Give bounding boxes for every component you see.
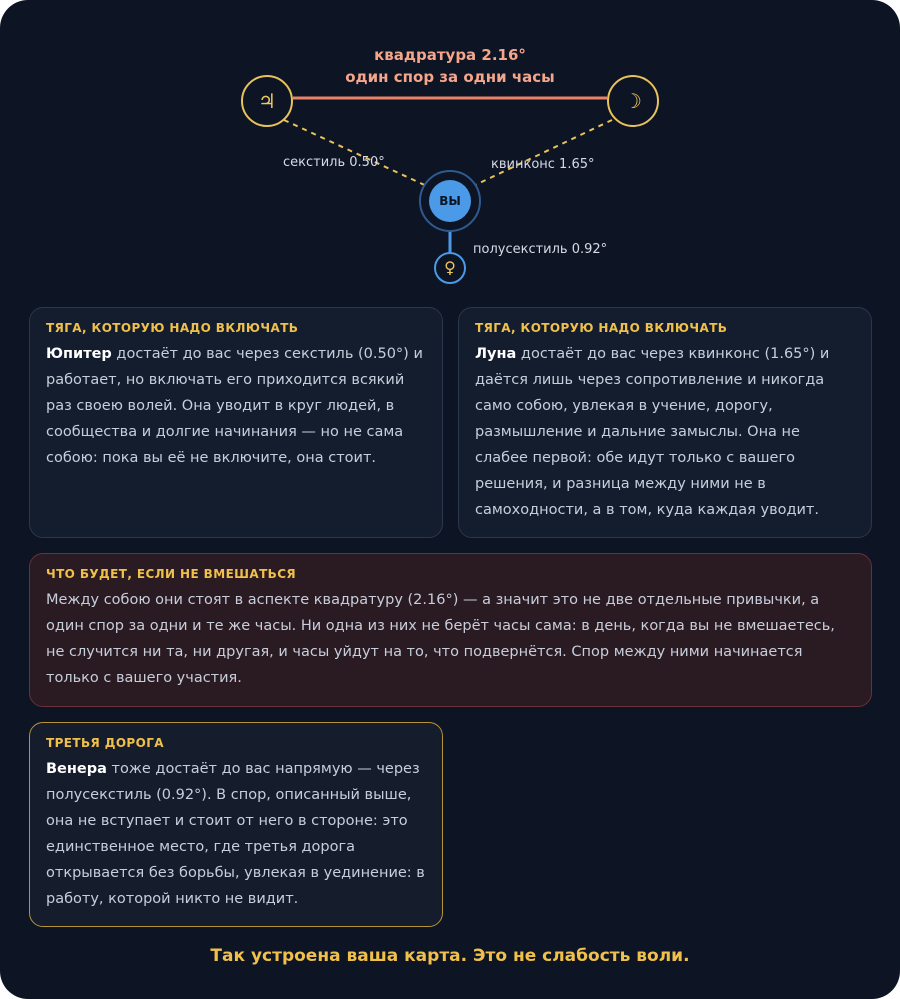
conflict-card-text: Между собою они стоят в аспекте квадратуру (2.16°) — а значит это не две отдельные привычки, а один спор за одни и те же часы. Ни одна из них не берёт часы сама: в день, когда вы не вмешаетесь, не случится ни та, ни другая, и часы уйдут на то, что подвернётся. Спор между ними начинается только с вашего участия. xyxy=(46,592,835,686)
moon-card-body xyxy=(475,341,855,523)
conflict-card-heading: ЧТО БУДЕТ, ЕСЛИ НЕ ВМЕШАТЬСЯ xyxy=(46,567,297,581)
you-label: ВЫ xyxy=(439,194,461,208)
venus-icon: ♀ xyxy=(444,258,456,277)
jupiter-card xyxy=(29,307,443,538)
moon-card-heading: ТЯГА, КОТОРУЮ НАДО ВКЛЮЧАТЬ xyxy=(475,321,728,335)
venus-card-body xyxy=(46,756,426,912)
moon-card-text: достаёт до вас через квинконс (1.65°) и даётся лишь через сопротивление и никогда само собою, увлекая в учение, дорогу, размышление и дальние замыслы. Она не слабее первой: обе идут только с вашего решения, и разница между ними не в самоходности, а в том, куда каждая уводит. xyxy=(475,346,830,518)
venus-card-heading: ТРЕТЬЯ ДОРОГА xyxy=(46,736,164,750)
venus-name: Венера xyxy=(46,761,107,777)
conflict-card xyxy=(29,553,872,707)
quincunx-label: квинконс 1.65° xyxy=(491,157,595,172)
quincunx-line xyxy=(469,120,612,188)
square-aspect-subtitle: один спор за одни часы xyxy=(345,68,555,86)
semisextile-label: полусекстиль 0.92° xyxy=(473,242,608,257)
sextile-label: секстиль 0.50° xyxy=(283,155,385,170)
moon-icon: ☽ xyxy=(624,89,642,113)
moon-name: Луна xyxy=(475,346,517,362)
jupiter-icon: ♃ xyxy=(258,89,276,113)
aspect-diagram xyxy=(0,0,900,300)
jupiter-name: Юпитер xyxy=(46,346,112,362)
footer-tagline: Так устроена ваша карта. Это не слабость воли. xyxy=(210,946,690,966)
jupiter-card-heading: ТЯГА, КОТОРУЮ НАДО ВКЛЮЧАТЬ xyxy=(46,321,299,335)
jupiter-card-body xyxy=(46,341,426,471)
venus-card xyxy=(29,722,443,927)
venus-card-text: тоже достаёт до вас напрямую — через полусекстиль (0.92°). В спор, описанный выше, она не вступает и стоит от него в стороне: это единственное место, где третья дорога открывается без борьбы, увлекая в уединение: в работу, которой никто не видит. xyxy=(46,761,425,907)
sextile-line xyxy=(284,120,431,188)
jupiter-card-text: достаёт до вас через секстиль (0.50°) и работает, но включать его приходится всякий раз своею волей. Она уводит в круг людей, в сообщества и долгие начинания — но не сама собою: пока вы её не включите, она стоит. xyxy=(46,346,423,466)
square-aspect-title: квадратура 2.16° xyxy=(374,46,526,64)
moon-card xyxy=(458,307,872,538)
